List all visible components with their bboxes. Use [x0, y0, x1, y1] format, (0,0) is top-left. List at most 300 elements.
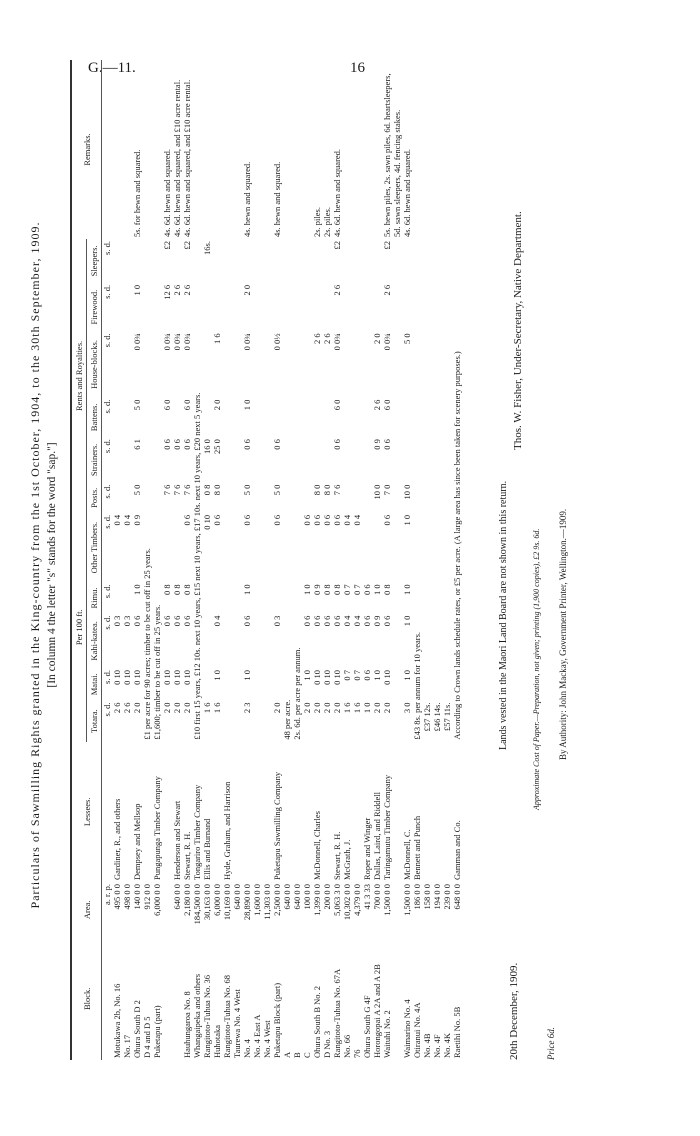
table-row	[272, 60, 282, 1060]
cell-area: 2,180 0 0	[182, 884, 192, 916]
cell-totara: 2 0	[312, 702, 322, 714]
cell-totara: 2 0	[302, 702, 312, 714]
cell-lessee: Dallas, Laird, and Riddell	[372, 791, 382, 881]
col-other: Other Timbers.	[87, 513, 102, 582]
cell-area: 498 0 0	[122, 884, 132, 910]
cell-rimu	[442, 582, 452, 613]
cell-posts	[222, 483, 232, 513]
cell-posts: 5 0	[242, 484, 252, 496]
cell-block: Raetihi No. 5B	[452, 1006, 462, 1058]
cell-kahikatea: 0 6	[332, 615, 342, 627]
col-lessee: Lessees.	[71, 742, 102, 882]
cell-house: 0 0½	[272, 333, 282, 351]
cell-block: C	[302, 1052, 312, 1058]
cell-lessee: Pungapunga Timber Company	[152, 776, 162, 881]
cell-kahikatea: 0 3	[122, 615, 132, 627]
cell-totara	[222, 701, 232, 742]
cell-block: No. 4K	[442, 1032, 452, 1058]
table-row	[222, 60, 232, 1060]
cell-totara: 1 6	[342, 702, 352, 714]
cell-posts: 10 0	[402, 484, 412, 500]
cell-house	[422, 331, 432, 397]
cell-firewood	[312, 283, 322, 331]
unit-other: s. d.	[102, 514, 112, 529]
cell-remarks	[112, 60, 122, 239]
cell-kahikatea	[202, 614, 212, 668]
cell-remarks: 4s. 6d. hewn and squared, and £10 acre rental.	[172, 79, 182, 237]
cell-matai	[252, 668, 262, 701]
cell-sleepers	[262, 239, 272, 283]
cell-sleepers	[322, 239, 332, 283]
cell-matai: 0 10	[312, 670, 322, 685]
cell-block: Waituhi No. 2	[382, 1010, 392, 1058]
cell-remarks	[212, 60, 222, 239]
cell-totara: 1 6	[352, 702, 362, 714]
cell-totara: 2 0	[272, 702, 282, 714]
cell-house	[232, 331, 242, 397]
cell-block: No. 4F	[432, 1034, 442, 1058]
cell-matai: 1 0	[402, 670, 412, 681]
cell-other: 0 6	[332, 514, 342, 526]
cell-posts	[112, 483, 122, 513]
cell-strainers	[422, 437, 432, 483]
cell-battens	[352, 398, 362, 438]
cell-lessee: Bennett and Punch	[412, 815, 422, 881]
cell-rimu: 0 8	[322, 584, 332, 595]
cell-remarks	[292, 60, 302, 239]
cell-totara: £57 11s.	[442, 702, 452, 732]
rotated-table-sheet	[20, 40, 580, 1090]
col-totara: Totara.	[87, 701, 102, 742]
cell-other: 0 4	[122, 514, 132, 526]
cell-strainers	[222, 437, 232, 483]
cell-matai	[422, 668, 432, 701]
cell-other	[222, 513, 232, 582]
cell-block: Ohura South D 2	[132, 1000, 142, 1058]
cell-remarks	[232, 60, 242, 239]
cell-battens	[312, 398, 322, 438]
cell-block: D No. 3	[322, 1030, 332, 1058]
cell-matai	[272, 668, 282, 701]
cell-other	[252, 513, 262, 582]
cell-posts: 5 0	[132, 484, 142, 496]
cell-remarks: 2s. piles.	[312, 207, 322, 237]
cell-matai: 0 6	[362, 670, 372, 681]
cell-remarks	[352, 60, 362, 239]
cell-rimu	[202, 582, 212, 613]
cell-area: 1,399 0 0	[312, 884, 322, 916]
cell-posts	[432, 483, 442, 513]
cell-lessee	[142, 742, 152, 882]
cell-rimu: 0 8	[162, 584, 172, 595]
cell-house	[362, 331, 372, 397]
cell-sleepers	[432, 239, 442, 283]
cell-totara: 3 0	[402, 702, 412, 714]
cell-lessee: McDonnell, Charles	[312, 811, 322, 881]
cell-lessee: Dempsey and Mellsop	[132, 803, 142, 881]
cell-block: Waimarino No. 4	[402, 999, 412, 1058]
col-rimu: Rimu.	[87, 582, 102, 613]
cell-posts: 8 0	[212, 484, 222, 496]
cell-kahikatea: 0 6	[132, 615, 142, 627]
cell-lessee: Hyde, Graham, and Harrison	[222, 781, 232, 881]
cell-firewood	[202, 283, 212, 331]
unit-sleepers: s. d.	[102, 241, 112, 255]
cell-posts	[302, 483, 312, 513]
cell-kahikatea: 1 0	[402, 615, 412, 627]
cell-sleepers	[122, 239, 132, 283]
col-house-blocks: House-blocks.	[87, 331, 102, 397]
col-matai: Matai.	[87, 668, 102, 701]
table-row	[342, 60, 352, 1060]
cell-kahikatea	[222, 614, 232, 668]
cell-remarks	[302, 60, 312, 239]
cell-matai: 1 0	[212, 670, 222, 681]
cell-area: 640 0 0	[232, 884, 242, 910]
cell-posts	[262, 483, 272, 513]
cell-block: Huhotaka	[212, 1024, 222, 1058]
cell-remarks: 5s. for hewn and squared.	[132, 149, 142, 237]
cell-rimu: 1 0	[132, 584, 142, 595]
cell-lessee: Roper and Winger	[362, 817, 372, 881]
cell-remarks	[192, 60, 202, 239]
table-row	[172, 60, 182, 1060]
cell-strainers: 0 6	[272, 439, 282, 450]
cell-totara: 2 0	[372, 702, 382, 714]
cell-battens	[112, 398, 122, 438]
cell-battens	[252, 398, 262, 438]
cell-remarks	[142, 60, 152, 239]
cell-block: No. 4	[242, 1039, 252, 1058]
col-firewood: Firewood.	[87, 283, 102, 331]
cell-lessee	[162, 742, 172, 882]
table-row	[442, 60, 452, 1060]
cell-house	[432, 331, 442, 397]
table-row	[192, 60, 202, 1060]
cell-kahikatea	[422, 614, 432, 668]
cell-rimu: 0 8	[382, 584, 392, 595]
table-row	[452, 60, 462, 1060]
cell-lessee	[122, 742, 132, 882]
cell-other: 0 6	[382, 514, 392, 526]
cell-sleepers	[342, 239, 352, 283]
cell-matai: 0 10	[162, 670, 172, 685]
table-row	[262, 60, 272, 1060]
cell-area: 700 0 0	[372, 884, 382, 910]
sawmilling-rights-table	[70, 60, 462, 1060]
cell-area: 912 0 0	[142, 884, 152, 910]
cell-battens	[302, 398, 312, 438]
cell-battens	[222, 398, 232, 438]
cell-matai	[432, 668, 442, 701]
cell-block: Rangitoto-Tuhua No. 68	[222, 974, 232, 1058]
cell-house	[442, 331, 452, 397]
cell-totara: 2 6	[112, 702, 122, 714]
cell-area: 28,890 0 0	[242, 884, 252, 921]
cell-totara	[262, 701, 272, 742]
table-row	[352, 60, 362, 1060]
cell-area: 239 0 0	[442, 884, 452, 910]
cell-posts	[362, 483, 372, 513]
cell-posts: 7 6	[332, 484, 342, 496]
cell-other: 0 6	[242, 514, 252, 526]
cell-firewood: 2 0	[242, 284, 252, 296]
cell-area: 6,000 0 0	[152, 884, 162, 916]
cell-battens	[262, 398, 272, 438]
cell-battens: 6 0	[332, 399, 342, 411]
cell-matai: 0 10	[322, 670, 332, 685]
cell-block: Puketapu (part)	[152, 1005, 162, 1058]
cell-house	[302, 331, 312, 397]
cell-totara: 2 0	[182, 702, 192, 714]
cell-kahikatea: 0 6	[312, 615, 322, 627]
cell-other	[172, 513, 182, 582]
cell-totara: £10 first 15 years, £12 10s. next 10 years, £15 next 10 years, £17 10s. next 10 years, £20 next 5 years.	[192, 392, 202, 740]
cell-battens	[442, 398, 452, 438]
area-units: a. r. p.	[102, 884, 112, 906]
cell-area: 200 0 0	[322, 884, 332, 910]
cell-remarks	[222, 60, 232, 239]
cell-sleepers: 16s.	[202, 241, 212, 255]
cell-battens	[342, 398, 352, 438]
cell-kahikatea: 0 6	[322, 615, 332, 627]
cell-sleepers	[252, 239, 262, 283]
unit-strainers: s. d.	[102, 439, 112, 454]
cell-other	[362, 513, 372, 582]
cell-rimu	[122, 582, 132, 613]
cell-block: No. 4 East A	[252, 1014, 262, 1058]
cell-house: 5 0	[402, 333, 412, 344]
table-row	[422, 60, 432, 1060]
cell-lessee	[442, 742, 452, 882]
cell-posts: 0 8	[202, 484, 212, 496]
cell-remarks	[422, 60, 432, 239]
cell-posts	[252, 483, 262, 513]
cell-remarks	[262, 60, 272, 239]
cell-lessee	[242, 742, 252, 882]
cell-matai: 0 7	[352, 670, 362, 681]
cell-battens	[232, 398, 242, 438]
cell-block: Rangitoto-Tuhua No. 36	[202, 974, 212, 1058]
cell-posts	[442, 483, 452, 513]
cell-firewood	[302, 283, 312, 331]
cell-lessee	[262, 742, 272, 882]
cell-strainers: 0 6	[172, 439, 182, 450]
table-title: Particulars of Sawmilling Rights granted in the King-country from the 1st October, 1904, to the 30th September, 1909.	[28, 221, 42, 909]
cell-strainers	[122, 437, 132, 483]
cell-firewood	[362, 283, 372, 331]
cell-firewood	[112, 283, 122, 331]
cell-rimu	[212, 582, 222, 613]
cell-matai: 1 0	[302, 670, 312, 681]
cell-area: 140 0 0	[132, 884, 142, 910]
cell-firewood	[262, 283, 272, 331]
cell-totara: 2 0	[162, 702, 172, 714]
cell-sleepers	[272, 239, 282, 283]
cell-strainers	[342, 437, 352, 483]
cell-battens	[362, 398, 372, 438]
cell-totara: £1 per acre for 90 acres; timber to be cut off in 25 years.	[142, 548, 152, 740]
cell-block	[172, 938, 182, 1060]
cell-remarks: 5s. hewn piles, 2s. sawn piles, 6d. heartsleepers, 5d. sawn sleepers, 4d. fencing stakes.	[382, 73, 402, 237]
cell-house: 0 0¾	[182, 333, 192, 351]
cell-sleepers: £2	[182, 241, 192, 250]
cell-matai	[262, 668, 272, 701]
col-area: Area.	[71, 882, 102, 938]
col-kahikatea: Kahi-katea.	[87, 614, 102, 668]
cell-block: No. 4B	[422, 1033, 432, 1058]
cell-kahikatea	[232, 614, 242, 668]
unit-kahikatea: s. d.	[102, 615, 112, 630]
cell-area: 30,163 0 0	[202, 884, 212, 921]
cell-house: 0 0¾	[382, 333, 392, 351]
table-row	[212, 60, 222, 1060]
cell-rimu: 1 0	[302, 584, 312, 595]
cell-other	[372, 513, 382, 582]
cell-kahikatea	[252, 614, 262, 668]
col-battens: Battens.	[87, 398, 102, 438]
cell-posts: 8 0	[312, 484, 322, 496]
cell-totara: 1 6	[212, 702, 222, 714]
cell-sleepers	[352, 239, 362, 283]
cell-rimu: 1 0	[372, 584, 382, 595]
cell-block: D 4 and D 5	[142, 1016, 152, 1058]
cell-other: 0 6	[272, 514, 282, 526]
cell-firewood: 2 6	[332, 284, 342, 296]
cell-house	[252, 331, 262, 397]
cell-lessee	[252, 742, 262, 882]
cell-remarks	[452, 60, 462, 239]
cell-posts	[342, 483, 352, 513]
cell-matai	[232, 668, 242, 701]
cell-kahikatea	[442, 614, 452, 668]
cell-other	[442, 513, 452, 582]
cell-totara: 2 0	[332, 702, 342, 714]
cell-posts: 7 6	[172, 484, 182, 496]
cell-area: 495 0 0	[112, 884, 122, 910]
col-group-per-100ft: Per 100 ft.	[71, 513, 87, 742]
cell-remarks: 4s. 6d. hewn and squared.	[402, 148, 412, 237]
cell-house	[342, 331, 352, 397]
cell-posts	[352, 483, 362, 513]
cell-other: 0 6	[302, 514, 312, 526]
cell-other: 0 6	[182, 514, 192, 526]
cell-block: Puketapu Block (part)	[272, 982, 282, 1058]
cell-matai	[202, 668, 212, 701]
cell-sleepers	[402, 239, 412, 283]
cell-remarks	[122, 60, 132, 239]
cell-battens: 5 0	[132, 399, 142, 411]
cell-sleepers	[442, 239, 452, 283]
cell-rimu	[252, 582, 262, 613]
cell-battens	[272, 398, 282, 438]
col-strainers: Strainers.	[87, 437, 102, 483]
cell-other: 0 9	[132, 514, 142, 526]
cell-firewood	[212, 283, 222, 331]
cell-firewood	[272, 283, 282, 331]
cell-strainers	[312, 437, 322, 483]
cell-battens: 6 0	[182, 399, 192, 411]
cell-sleepers	[212, 239, 222, 283]
cell-area: 186 0 0	[412, 884, 422, 910]
cell-remarks	[202, 60, 212, 239]
cell-block: 76	[352, 1049, 362, 1058]
cell-battens: 2 6	[372, 399, 382, 411]
cell-lessee	[352, 742, 362, 882]
cell-block: Ohura South B No. 2	[312, 985, 322, 1058]
cell-kahikatea: 0 4	[342, 615, 352, 627]
cell-strainers	[352, 437, 362, 483]
cell-other	[162, 513, 172, 582]
cell-totara: £1,600; timber to be cut off in 25 years.	[152, 604, 162, 740]
cell-block: Rangitoto-Tuhua No. 67A	[332, 968, 342, 1058]
cell-posts: 5 0	[272, 484, 282, 496]
cell-kahikatea: 0 6	[302, 615, 312, 627]
cell-rimu	[272, 582, 282, 613]
cell-firewood	[322, 283, 332, 331]
cell-kahikatea	[432, 614, 442, 668]
cell-remarks: 4s. 6d. hewn and squared.	[162, 148, 172, 237]
cell-battens: 2 0	[212, 399, 222, 411]
cell-block: Horongopai A 2A and A 2B	[372, 964, 382, 1058]
cell-area: 1,600 0 0	[252, 884, 262, 916]
cell-totara: 1 6	[202, 702, 212, 714]
table-row	[112, 60, 122, 1060]
cell-other: 0 4	[342, 514, 352, 526]
cell-totara: 2 0	[322, 702, 332, 714]
cell-area: 640 0 0	[172, 884, 182, 910]
cell-house: 1 6	[212, 333, 222, 344]
cell-area: 640 0 0	[292, 884, 302, 910]
cell-battens	[322, 398, 332, 438]
cell-area: 10,302 0 0	[342, 884, 352, 921]
table-row	[182, 60, 192, 1060]
table-row	[132, 60, 142, 1060]
cell-kahikatea: 0 6	[182, 615, 192, 627]
cell-rimu: 1 0	[242, 584, 252, 595]
cell-battens	[432, 398, 442, 438]
col-sleepers: Sleepers.	[87, 239, 102, 283]
cell-house: 2 6	[322, 333, 332, 344]
cell-other: 0 6	[322, 514, 332, 526]
table-subtitle: [In column 4 the letter "s" stands for the word "sap."]	[46, 442, 58, 688]
cell-block: Taurewa No. 4 West	[232, 989, 242, 1058]
cell-remarks: 4s. hewn and squared.	[242, 161, 252, 237]
cell-strainers: 0 6	[332, 439, 342, 450]
cell-battens	[122, 398, 132, 438]
unit-firewood: s. d.	[102, 284, 112, 299]
cell-matai: 0 10	[332, 670, 342, 685]
cell-lessee	[282, 742, 292, 882]
cell-battens: 6 0	[382, 399, 392, 411]
cell-kahikatea: 0 6	[362, 615, 372, 627]
cell-area: 5,063 3 0	[332, 884, 342, 916]
cell-totara: 1 0	[362, 702, 372, 714]
cell-sleepers	[372, 239, 382, 283]
cell-sleepers: £2	[382, 241, 392, 250]
table-row	[282, 60, 292, 1060]
cell-firewood	[402, 283, 412, 331]
cell-firewood: 12 6	[162, 284, 172, 300]
unit-totara: s. d.	[102, 702, 112, 717]
cell-battens	[172, 398, 182, 438]
cell-remarks	[342, 60, 352, 239]
cell-remarks	[252, 60, 262, 239]
cell-house: 0 0¾	[162, 333, 172, 351]
cell-lessee: McDonnell, C.	[402, 829, 412, 881]
cell-other	[232, 513, 242, 582]
cell-house	[262, 331, 272, 397]
